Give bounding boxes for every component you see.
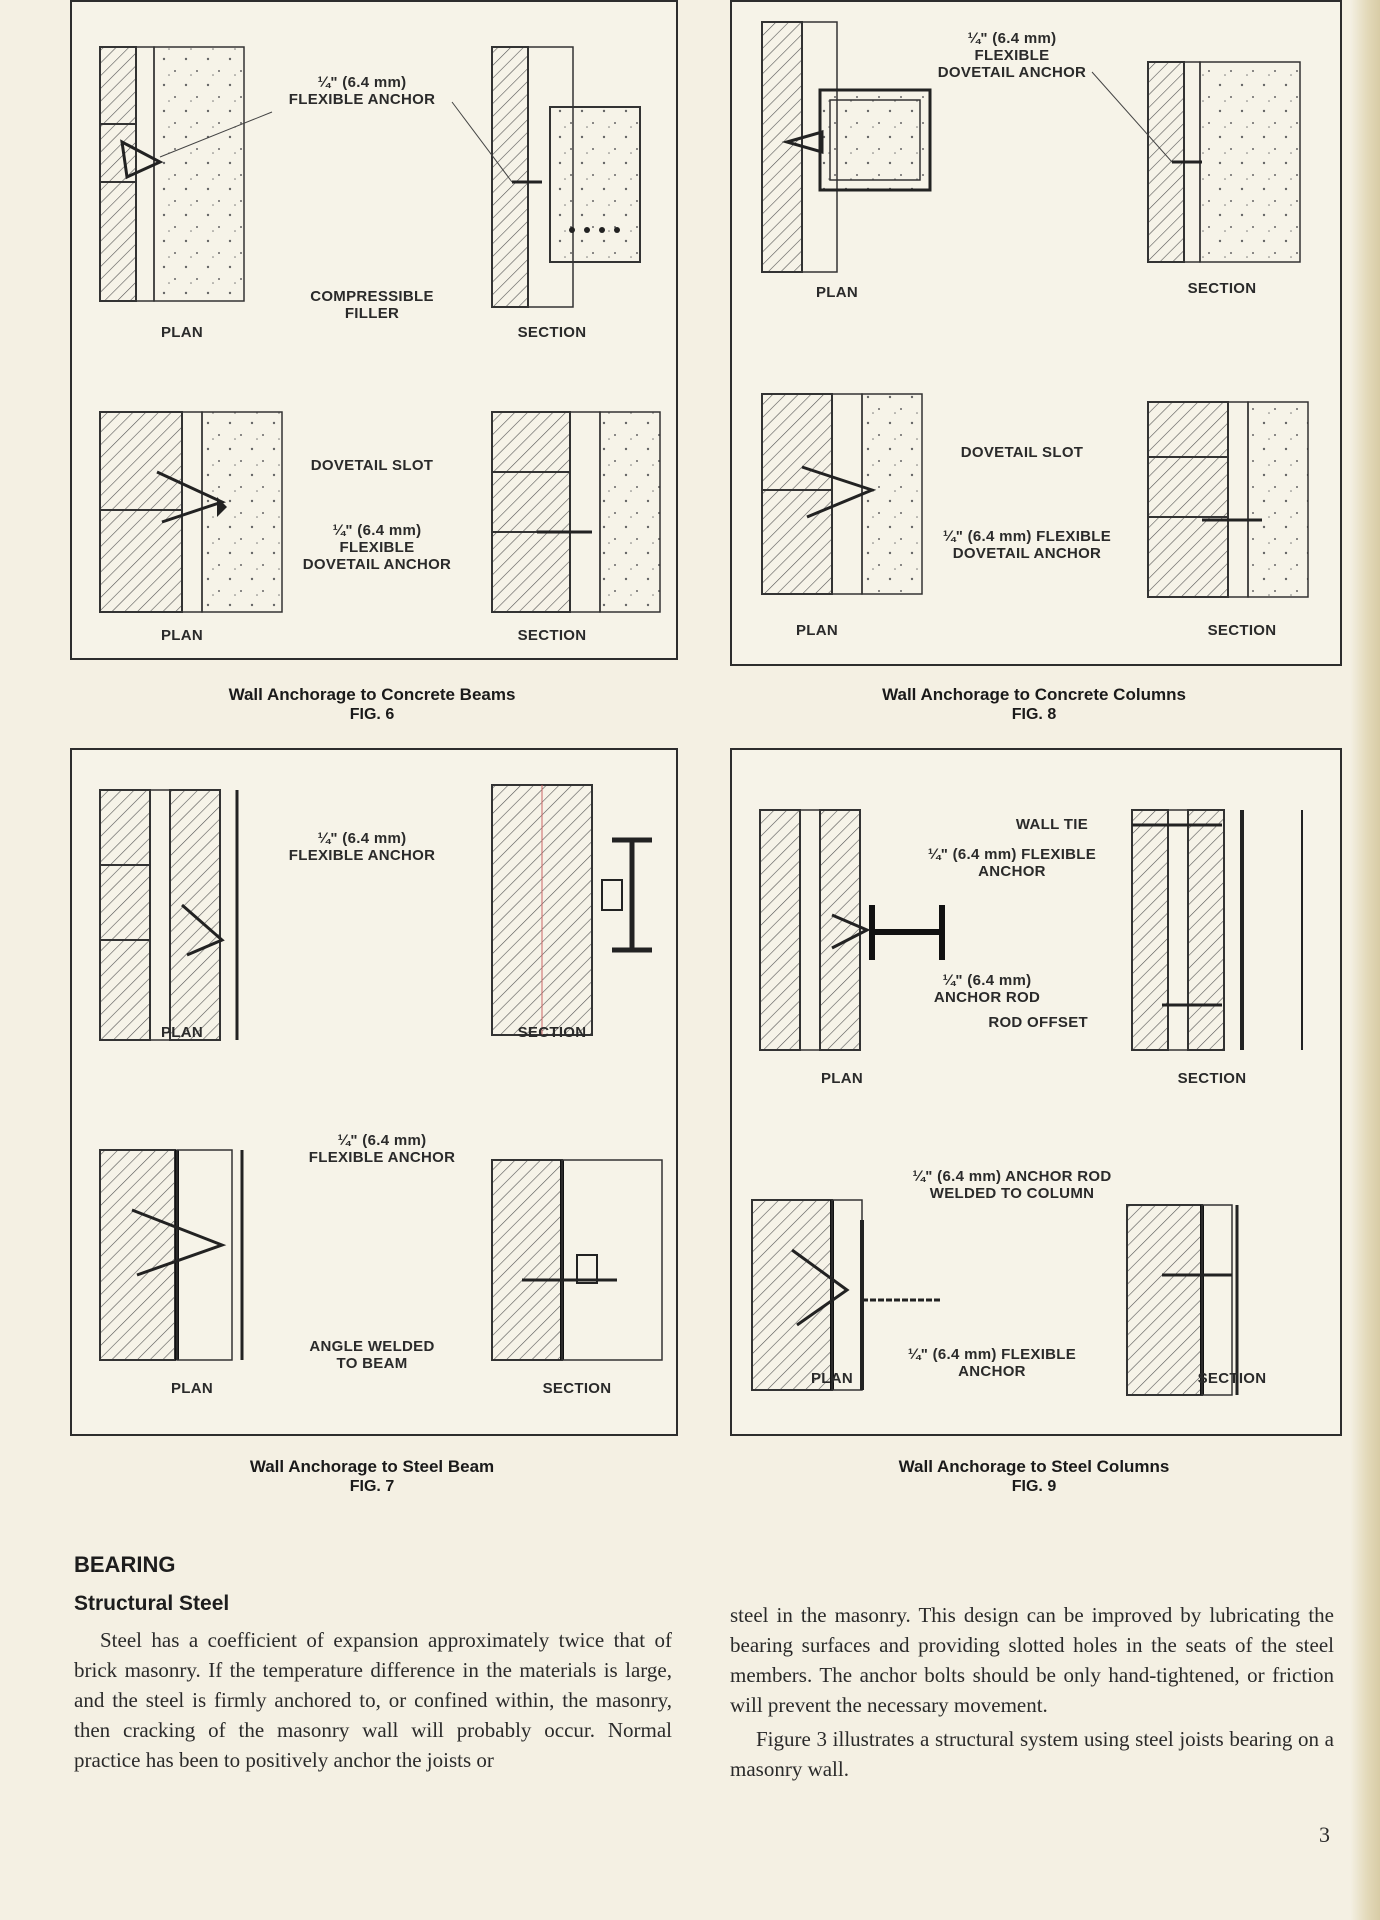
figure-6-panel	[70, 0, 678, 660]
fig6-dovetail-slot-label: DOVETAIL SLOT	[310, 457, 434, 474]
fig7-anchor-bottom-label: ¼" (6.4 mm) FLEXIBLE ANCHOR	[308, 1132, 456, 1166]
fig6-section-bottom-label: SECTION	[517, 627, 587, 644]
figure-6-caption	[70, 684, 674, 724]
figure-7-panel	[70, 748, 678, 1436]
fig7-section-top-label: SECTION	[517, 1024, 587, 1041]
fig6-section-top-label: SECTION	[517, 324, 587, 341]
fig8-dovetail-anchor-bottom-label: ¼" (6.4 mm) FLEXIBLE DOVETAIL ANCHOR	[942, 528, 1112, 562]
fig6-anchor-label: ¼" (6.4 mm) FLEXIBLE ANCHOR	[288, 74, 436, 108]
figure-7-caption-number: FIG. 7	[349, 1478, 395, 1495]
figure-8-caption-number: FIG. 8	[1011, 706, 1057, 723]
figure-9-caption-title: Wall Anchorage to Steel Columns	[898, 1457, 1170, 1476]
fig9-plan-top-label: PLAN	[820, 1070, 864, 1087]
figure-6-caption-title: Wall Anchorage to Concrete Beams	[228, 685, 516, 704]
figure-6-caption-number: FIG. 6	[349, 706, 395, 723]
right-paragraph-1: steel in the masonry. This design can be improved by lubricating the bearing surfaces and providing slotted holes in the seats of the steel members. The anchor bolts should be only hand-tightened, or friction will prevent the necessary movement.	[730, 1603, 1334, 1717]
fig7-anchor-top-label: ¼" (6.4 mm) FLEXIBLE ANCHOR	[288, 830, 436, 864]
section-heading: BEARING	[74, 1552, 176, 1577]
right-paragraph-2: Figure 3 illustrates a structural system using steel joists bearing on a masonry wall.	[730, 1727, 1334, 1781]
fig9-wall-tie-label: WALL TIE	[1015, 816, 1088, 833]
fig6-plan-bottom-label: PLAN	[160, 627, 204, 644]
figure-9-panel	[730, 748, 1342, 1436]
fig8-dovetail-anchor-top-label: ¼" (6.4 mm) FLEXIBLE DOVETAIL ANCHOR	[937, 30, 1087, 81]
fig6-dovetail-anchor-label: ¼" (6.4 mm) FLEXIBLE DOVETAIL ANCHOR	[302, 522, 452, 573]
fig9-section-top-label: SECTION	[1177, 1070, 1247, 1087]
figure-8-caption-title: Wall Anchorage to Concrete Columns	[882, 685, 1186, 704]
fig8-section-top-label: SECTION	[1187, 280, 1257, 297]
fig8-dovetail-slot-label: DOVETAIL SLOT	[960, 444, 1084, 461]
fig9-flex-anchor-bottom-label: ¼" (6.4 mm) FLEXIBLE ANCHOR	[907, 1346, 1077, 1380]
left-column-text	[74, 1625, 672, 1775]
fig6-filler-label: COMPRESSIBLE FILLER	[310, 288, 434, 322]
fig8-plan-top-label: PLAN	[815, 284, 859, 301]
figure-8-drawing	[732, 2, 1340, 664]
fig9-section-bottom-label: SECTION	[1197, 1370, 1267, 1387]
figure-9-caption	[730, 1456, 1338, 1496]
fig9-anchor-rod-label: ¼" (6.4 mm) ANCHOR ROD	[933, 972, 1041, 1006]
fig7-plan-bottom-label: PLAN	[170, 1380, 214, 1397]
figure-7-caption-title: Wall Anchorage to Steel Beam	[249, 1457, 495, 1476]
figure-7-caption	[70, 1456, 674, 1496]
left-paragraph: Steel has a coefficient of expansion approximately twice that of brick masonry. If the temperature difference in the materials is large, and the steel is firmly anchored to, or confined within, the masonry, then cracking of the masonry wall will probably occur. Normal practice has been to positively anchor the joists or	[74, 1628, 672, 1772]
figure-9-caption-number: FIG. 9	[1011, 1478, 1057, 1495]
fig8-plan-bottom-label: PLAN	[795, 622, 839, 639]
section-subheading: Structural Steel	[74, 1592, 230, 1615]
fig7-plan-top-label: PLAN	[160, 1024, 204, 1041]
fig8-section-bottom-label: SECTION	[1207, 622, 1277, 639]
page-number: 3	[1319, 1822, 1330, 1847]
fig7-angle-label: ANGLE WELDED TO BEAM	[309, 1338, 435, 1372]
fig7-section-bottom-label: SECTION	[542, 1380, 612, 1397]
fig9-plan-bottom-label: PLAN	[810, 1370, 854, 1387]
fig9-rod-offset-label: ROD OFFSET	[988, 1014, 1088, 1031]
fig6-plan-top-label: PLAN	[160, 324, 204, 341]
figure-8-panel	[730, 0, 1342, 666]
fig9-flex-anchor-top-label: ¼" (6.4 mm) FLEXIBLE ANCHOR	[927, 846, 1097, 880]
fig9-rod-welded-label: ¼" (6.4 mm) ANCHOR ROD WELDED TO COLUMN	[912, 1168, 1112, 1202]
figure-8-caption	[730, 684, 1338, 724]
right-column-text	[730, 1600, 1334, 1784]
page-edge	[1350, 0, 1380, 1920]
